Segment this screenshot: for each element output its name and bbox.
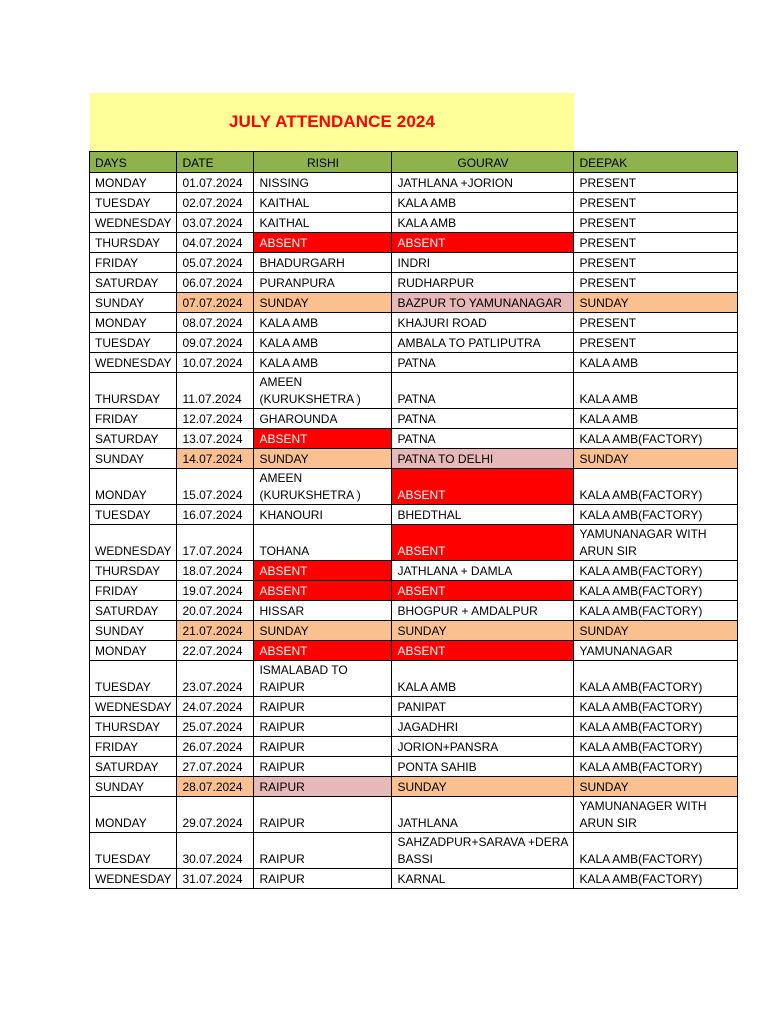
cell-deepak: YAMUNANAGER WITH ARUN SIR <box>574 797 738 833</box>
cell-day: FRIDAY <box>90 737 177 757</box>
cell-rishi: AMEEN (KURUKSHETRA ) <box>254 373 392 409</box>
table-row <box>90 757 738 777</box>
cell-gourav: JAGADHRI <box>392 717 574 737</box>
cell-gourav: KALA AMB <box>392 213 574 233</box>
title-banner <box>90 93 574 151</box>
cell-deepak: KALA AMB(FACTORY) <box>574 601 738 621</box>
sheet-title: JULY ATTENDANCE 2024 <box>228 112 436 131</box>
cell-gourav: PONTA SAHIB <box>392 757 574 777</box>
cell-deepak: SUNDAY <box>574 449 738 469</box>
table-row <box>90 173 738 193</box>
cell-rishi: ABSENT <box>254 233 392 253</box>
cell-date: 21.07.2024 <box>177 621 254 641</box>
cell-deepak: KALA AMB(FACTORY) <box>574 429 738 449</box>
table-row <box>90 697 738 717</box>
cell-date: 03.07.2024 <box>177 213 254 233</box>
table-row <box>90 869 738 889</box>
table-row <box>90 777 738 797</box>
cell-rishi: AMEEN (KURUKSHETRA ) <box>254 469 392 505</box>
table-row <box>90 833 738 869</box>
cell-gourav: RUDHARPUR <box>392 273 574 293</box>
cell-date: 02.07.2024 <box>177 193 254 213</box>
cell-day: WEDNESDAY <box>90 869 177 889</box>
cell-rishi: SUNDAY <box>254 293 392 313</box>
cell-date: 17.07.2024 <box>177 525 254 561</box>
header-date: DATE <box>177 152 254 173</box>
cell-deepak: PRESENT <box>574 333 738 353</box>
cell-gourav: PATNA <box>392 373 574 409</box>
header-days: DAYS <box>90 152 177 173</box>
cell-deepak: KALA AMB(FACTORY) <box>574 581 738 601</box>
cell-day: SUNDAY <box>90 449 177 469</box>
attendance-table <box>89 151 738 889</box>
cell-gourav: SUNDAY <box>392 621 574 641</box>
table-row <box>90 293 738 313</box>
cell-deepak: SUNDAY <box>574 621 738 641</box>
cell-rishi: GHAROUNDA <box>254 409 392 429</box>
cell-rishi: RAIPUR <box>254 757 392 777</box>
cell-day: FRIDAY <box>90 409 177 429</box>
cell-deepak: PRESENT <box>574 213 738 233</box>
cell-day: FRIDAY <box>90 581 177 601</box>
cell-rishi: ISMALABAD TO RAIPUR <box>254 661 392 697</box>
cell-deepak: KALA AMB(FACTORY) <box>574 469 738 505</box>
cell-gourav: AMBALA TO PATLIPUTRA <box>392 333 574 353</box>
cell-deepak: PRESENT <box>574 193 738 213</box>
cell-gourav: PATNA <box>392 429 574 449</box>
cell-gourav: PANIPAT <box>392 697 574 717</box>
header-row <box>90 152 738 173</box>
table-row <box>90 525 738 561</box>
cell-gourav: ABSENT <box>392 641 574 661</box>
cell-rishi: SUNDAY <box>254 449 392 469</box>
cell-date: 18.07.2024 <box>177 561 254 581</box>
cell-date: 30.07.2024 <box>177 833 254 869</box>
cell-rishi: KHANOURI <box>254 505 392 525</box>
table-row <box>90 233 738 253</box>
table-row <box>90 661 738 697</box>
table-row <box>90 213 738 233</box>
cell-rishi: KAITHAL <box>254 193 392 213</box>
cell-day: SATURDAY <box>90 429 177 449</box>
cell-date: 19.07.2024 <box>177 581 254 601</box>
table-body <box>90 173 738 889</box>
cell-gourav: KALA AMB <box>392 661 574 697</box>
cell-rishi: KALA AMB <box>254 353 392 373</box>
cell-gourav: JATHLANA + DAMLA <box>392 561 574 581</box>
cell-day: FRIDAY <box>90 253 177 273</box>
cell-gourav: INDRI <box>392 253 574 273</box>
cell-rishi: ABSENT <box>254 581 392 601</box>
cell-date: 22.07.2024 <box>177 641 254 661</box>
cell-gourav: JORION+PANSRA <box>392 737 574 757</box>
cell-deepak: KALA AMB(FACTORY) <box>574 697 738 717</box>
cell-date: 07.07.2024 <box>177 293 254 313</box>
cell-day: TUESDAY <box>90 833 177 869</box>
cell-rishi: RAIPUR <box>254 777 392 797</box>
cell-rishi: KALA AMB <box>254 333 392 353</box>
cell-day: TUESDAY <box>90 661 177 697</box>
cell-deepak: KALA AMB(FACTORY) <box>574 661 738 697</box>
cell-day: MONDAY <box>90 313 177 333</box>
cell-gourav: KHAJURI ROAD <box>392 313 574 333</box>
cell-rishi: RAIPUR <box>254 797 392 833</box>
cell-gourav: PATNA <box>392 409 574 429</box>
cell-date: 15.07.2024 <box>177 469 254 505</box>
cell-deepak: YAMUNANAGAR WITH ARUN SIR <box>574 525 738 561</box>
cell-day: THURSDAY <box>90 561 177 581</box>
cell-date: 20.07.2024 <box>177 601 254 621</box>
cell-rishi: RAIPUR <box>254 737 392 757</box>
cell-rishi: KAITHAL <box>254 213 392 233</box>
cell-deepak: KALA AMB <box>574 409 738 429</box>
cell-day: THURSDAY <box>90 233 177 253</box>
cell-gourav: BAZPUR TO YAMUNANAGAR <box>392 293 574 313</box>
cell-date: 06.07.2024 <box>177 273 254 293</box>
cell-deepak: KALA AMB(FACTORY) <box>574 505 738 525</box>
table-row <box>90 717 738 737</box>
cell-date: 27.07.2024 <box>177 757 254 777</box>
cell-day: SATURDAY <box>90 757 177 777</box>
cell-day: WEDNESDAY <box>90 697 177 717</box>
table-row <box>90 409 738 429</box>
header-gourav: GOURAV <box>392 152 574 173</box>
cell-gourav: ABSENT <box>392 469 574 505</box>
table-row <box>90 373 738 409</box>
cell-day: WEDNESDAY <box>90 213 177 233</box>
cell-rishi: RAIPUR <box>254 833 392 869</box>
cell-day: TUESDAY <box>90 193 177 213</box>
cell-gourav: SAHZADPUR+SARAVA +DERA BASSI <box>392 833 574 869</box>
cell-day: THURSDAY <box>90 373 177 409</box>
cell-date: 01.07.2024 <box>177 173 254 193</box>
cell-gourav: JATHLANA +JORION <box>392 173 574 193</box>
cell-rishi: PURANPURA <box>254 273 392 293</box>
table-row <box>90 737 738 757</box>
cell-date: 23.07.2024 <box>177 661 254 697</box>
cell-date: 16.07.2024 <box>177 505 254 525</box>
table-row <box>90 193 738 213</box>
cell-deepak: KALA AMB(FACTORY) <box>574 561 738 581</box>
cell-gourav: ABSENT <box>392 525 574 561</box>
cell-deepak: KALA AMB <box>574 353 738 373</box>
cell-deepak: KALA AMB(FACTORY) <box>574 833 738 869</box>
cell-rishi: ABSENT <box>254 561 392 581</box>
cell-day: SATURDAY <box>90 273 177 293</box>
cell-date: 13.07.2024 <box>177 429 254 449</box>
cell-rishi: ABSENT <box>254 641 392 661</box>
cell-gourav: SUNDAY <box>392 777 574 797</box>
cell-gourav: KALA AMB <box>392 193 574 213</box>
table-row <box>90 621 738 641</box>
cell-date: 24.07.2024 <box>177 697 254 717</box>
cell-rishi: KALA AMB <box>254 313 392 333</box>
cell-day: SUNDAY <box>90 777 177 797</box>
cell-rishi: ABSENT <box>254 429 392 449</box>
cell-date: 28.07.2024 <box>177 777 254 797</box>
cell-day: TUESDAY <box>90 505 177 525</box>
cell-date: 31.07.2024 <box>177 869 254 889</box>
cell-gourav: ABSENT <box>392 233 574 253</box>
cell-deepak: KALA AMB <box>574 373 738 409</box>
cell-day: WEDNESDAY <box>90 353 177 373</box>
cell-date: 14.07.2024 <box>177 449 254 469</box>
table-row <box>90 641 738 661</box>
cell-deepak: PRESENT <box>574 233 738 253</box>
cell-gourav: BHEDTHAL <box>392 505 574 525</box>
table-row <box>90 353 738 373</box>
cell-day: TUESDAY <box>90 333 177 353</box>
table-row <box>90 273 738 293</box>
cell-gourav: PATNA TO DELHI <box>392 449 574 469</box>
cell-date: 04.07.2024 <box>177 233 254 253</box>
cell-date: 05.07.2024 <box>177 253 254 273</box>
table-row <box>90 469 738 505</box>
table-row <box>90 505 738 525</box>
cell-deepak: YAMUNANAGAR <box>574 641 738 661</box>
cell-deepak: KALA AMB(FACTORY) <box>574 869 738 889</box>
cell-day: SUNDAY <box>90 293 177 313</box>
cell-gourav: KARNAL <box>392 869 574 889</box>
cell-rishi: HISSAR <box>254 601 392 621</box>
cell-day: WEDNESDAY <box>90 525 177 561</box>
table-row <box>90 429 738 449</box>
cell-date: 09.07.2024 <box>177 333 254 353</box>
cell-day: MONDAY <box>90 641 177 661</box>
table-row <box>90 333 738 353</box>
cell-day: SUNDAY <box>90 621 177 641</box>
cell-date: 29.07.2024 <box>177 797 254 833</box>
cell-deepak: KALA AMB(FACTORY) <box>574 717 738 737</box>
cell-gourav: PATNA <box>392 353 574 373</box>
cell-gourav: BHOGPUR + AMDALPUR <box>392 601 574 621</box>
header-rishi: RISHI <box>254 152 392 173</box>
cell-deepak: KALA AMB(FACTORY) <box>574 757 738 777</box>
cell-date: 25.07.2024 <box>177 717 254 737</box>
cell-date: 26.07.2024 <box>177 737 254 757</box>
cell-day: MONDAY <box>90 797 177 833</box>
cell-rishi: TOHANA <box>254 525 392 561</box>
cell-rishi: RAIPUR <box>254 717 392 737</box>
table-row <box>90 797 738 833</box>
header-deepak: DEEPAK <box>574 152 738 173</box>
cell-rishi: SUNDAY <box>254 621 392 641</box>
cell-rishi: RAIPUR <box>254 869 392 889</box>
cell-rishi: BHADURGARH <box>254 253 392 273</box>
table-row <box>90 253 738 273</box>
cell-rishi: NISSING <box>254 173 392 193</box>
cell-deepak: KALA AMB(FACTORY) <box>574 737 738 757</box>
cell-day: THURSDAY <box>90 717 177 737</box>
table-row <box>90 449 738 469</box>
cell-day: SATURDAY <box>90 601 177 621</box>
cell-date: 11.07.2024 <box>177 373 254 409</box>
cell-gourav: JATHLANA <box>392 797 574 833</box>
cell-date: 08.07.2024 <box>177 313 254 333</box>
cell-gourav: ABSENT <box>392 581 574 601</box>
table-row <box>90 561 738 581</box>
cell-deepak: PRESENT <box>574 273 738 293</box>
cell-day: MONDAY <box>90 173 177 193</box>
cell-deepak: SUNDAY <box>574 293 738 313</box>
cell-rishi: RAIPUR <box>254 697 392 717</box>
table-row <box>90 313 738 333</box>
table-row <box>90 581 738 601</box>
cell-date: 10.07.2024 <box>177 353 254 373</box>
cell-deepak: SUNDAY <box>574 777 738 797</box>
cell-date: 12.07.2024 <box>177 409 254 429</box>
cell-deepak: PRESENT <box>574 173 738 193</box>
cell-deepak: PRESENT <box>574 253 738 273</box>
cell-deepak: PRESENT <box>574 313 738 333</box>
table-row <box>90 601 738 621</box>
cell-day: MONDAY <box>90 469 177 505</box>
